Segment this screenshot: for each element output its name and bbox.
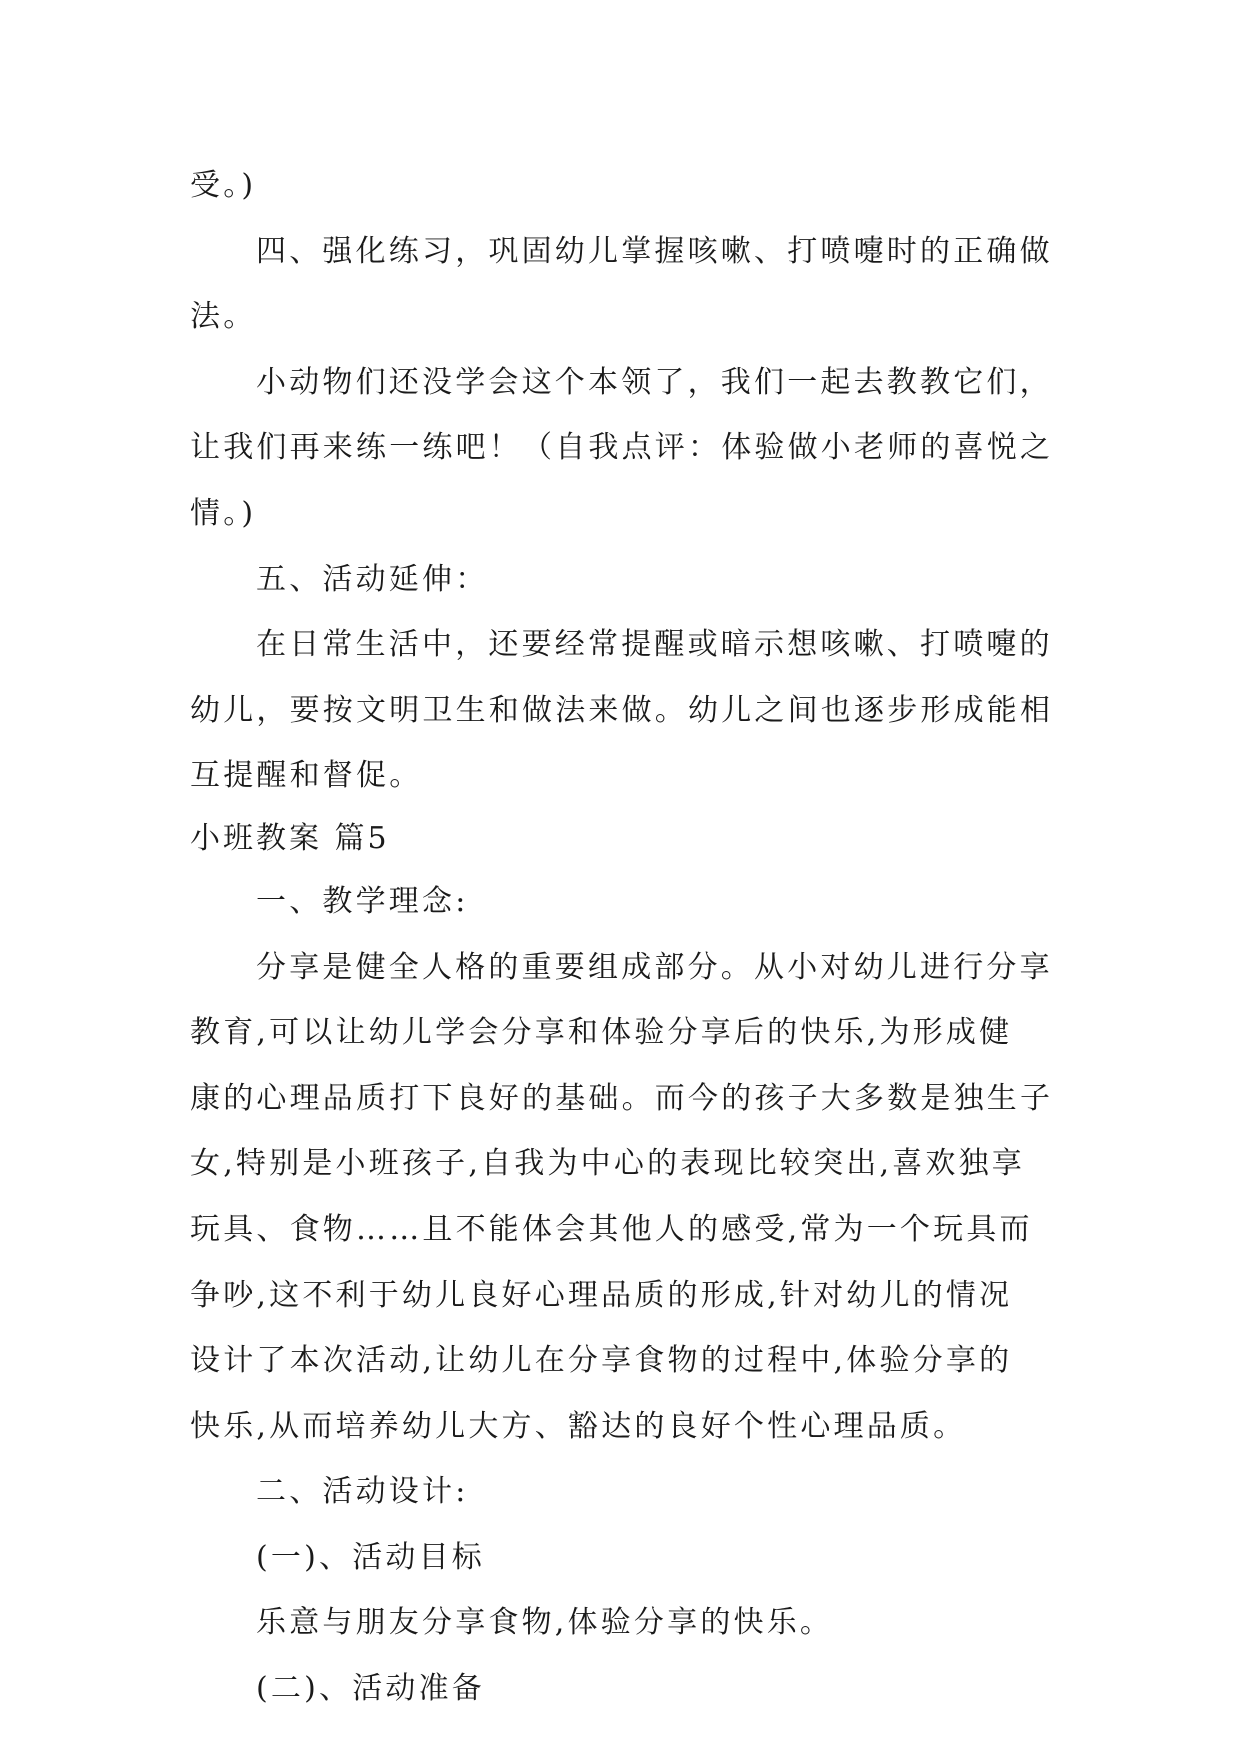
section-heading-five: 五、活动延伸： (256, 561, 489, 597)
paragraph-line: 玩具、食物……且不能体会其他人的感受,常为一个玩具而 (190, 1211, 1033, 1247)
section-heading-four: 四、强化练习，巩固幼儿掌握咳嗽、打喷嚏时的正确做 (256, 233, 1053, 269)
paragraph-line: 乐意与朋友分享食物,体验分享的快乐。 (256, 1605, 834, 1641)
paragraph-line: 康的心理品质打下良好的基础。而今的孩子大多数是独生子 (190, 1080, 1054, 1116)
paragraph-line: 女,特别是小班孩子,自我为中心的表现比较突出,喜欢独享 (190, 1146, 1026, 1182)
paragraph-line: 小动物们还没学会这个本领了，我们一起去教教它们， (256, 364, 1053, 400)
paragraph-line: 让我们再来练一练吧！（自我点评：体验做小老师的喜悦之 (190, 430, 1054, 466)
paragraph-line: 法。 (190, 299, 257, 335)
paragraph-line: 情。) (190, 495, 257, 531)
paragraph-line: 幼儿，要按文明卫生和做法来做。幼儿之间也逐步形成能相 (190, 692, 1054, 728)
section-heading-one: 一、教学理念: (256, 883, 469, 919)
document-body (190, 153, 1060, 1722)
paragraph-line: 互提醒和督促。 (190, 758, 423, 794)
section-heading-two: 二、活动设计: (256, 1474, 469, 1510)
subsection-heading-goal: (一)、活动目标 (256, 1539, 486, 1575)
paragraph-line: 设计了本次活动,让幼儿在分享食物的过程中,体验分享的 (190, 1343, 1013, 1379)
subsection-heading-preparation: (二)、活动准备 (256, 1671, 486, 1707)
paragraph-line: 争吵,这不利于幼儿良好心理品质的形成,针对幼儿的情况 (190, 1277, 1013, 1313)
paragraph-line: 快乐,从而培养幼儿大方、豁达的良好个性心理品质。 (190, 1408, 967, 1444)
paragraph-line: 受。) (190, 168, 257, 203)
paragraph-line: 分享是健全人格的重要组成部分。从小对幼儿进行分享 (256, 949, 1053, 985)
paragraph-line: 在日常生活中，还要经常提醒或暗示想咳嗽、打喷嚏的 (256, 627, 1053, 663)
paragraph-line: 教育,可以让幼儿学会分享和体验分享后的快乐,为形成健 (190, 1015, 1013, 1051)
lesson-plan-heading: 小班教案 篇5 (190, 820, 390, 856)
